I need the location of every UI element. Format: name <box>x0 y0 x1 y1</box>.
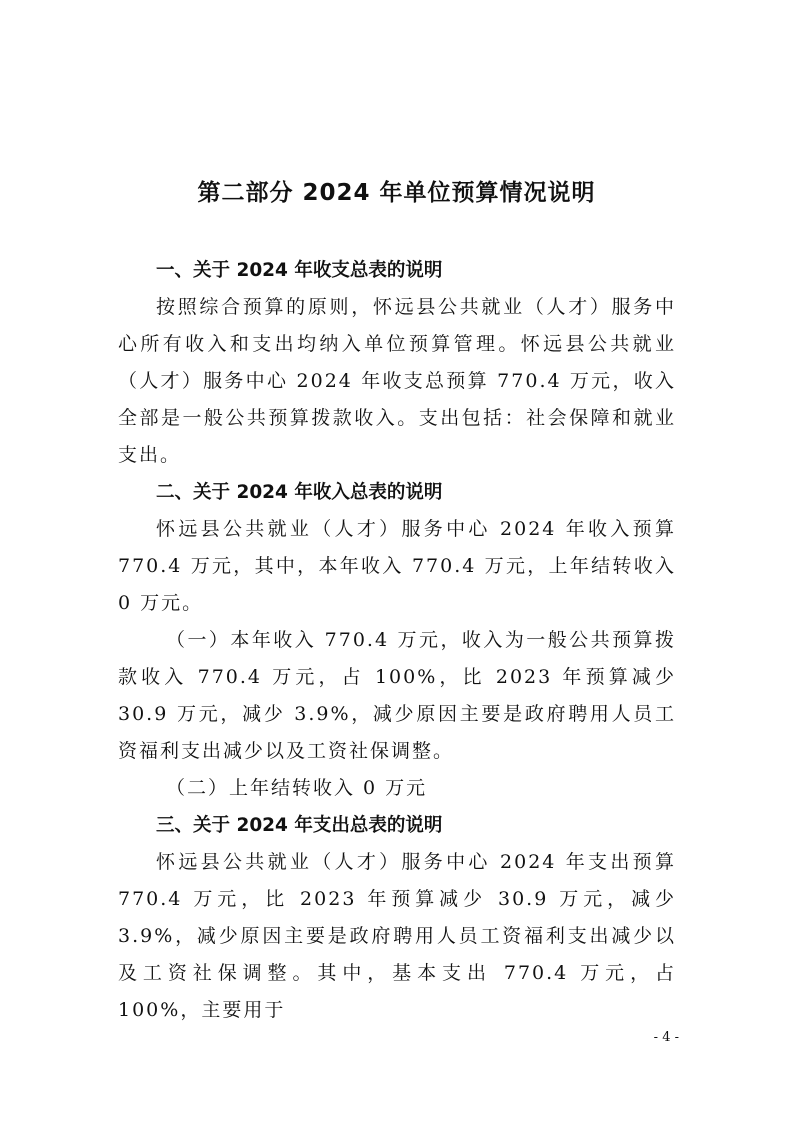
section-heading-2: 二、关于 2024 年收入总表的说明 <box>156 482 443 503</box>
section-heading-1: 一、关于 2024 年收支总表的说明 <box>156 260 443 281</box>
section-3-paragraph: 怀远县公共就业（人才）服务中心 2024 年支出预算 770.4 万元，比 2023 年预算减少 30.9 万元，减少 3.9%，减少原因主要是政府聘用人员工资福利支出减少以及工资社保调整。其中，基本支出 770.4 万元，占 100%，主要用于 <box>118 851 676 1021</box>
page-number: - 4 - <box>653 1030 679 1045</box>
section-heading-3: 三、关于 2024 年支出总表的说明 <box>156 815 443 836</box>
page-title: 第二部分 2024 年单位预算情况说明 <box>197 180 596 206</box>
section-2-subparagraph-1: （一）本年收入 770.4 万元，收入为一般公共预算拨款收入 770.4 万元，占 100%，比 2023 年预算减少 30.9 万元，减少 3.9%，减少原因主要是政府聘用人员工资福利支出减少以及工资社保调整。 <box>118 629 676 762</box>
section-2-paragraph: 怀远县公共就业（人才）服务中心 2024 年收入预算 770.4 万元，其中，本年收入 770.4 万元，上年结转收入 0 万元。 <box>118 518 676 614</box>
document-body <box>118 252 676 1029</box>
section-2-subparagraph-2: （二）上年结转收入 0 万元 <box>166 777 428 799</box>
section-1-paragraph: 按照综合预算的原则，怀远县公共就业（人才）服务中心所有收入和支出均纳入单位预算管理。怀远县公共就业（人才）服务中心 2024 年收支总预算 770.4 万元，收入全部是一般公共预算拨款收入。支出包括：社会保障和就业支出。 <box>118 296 676 466</box>
